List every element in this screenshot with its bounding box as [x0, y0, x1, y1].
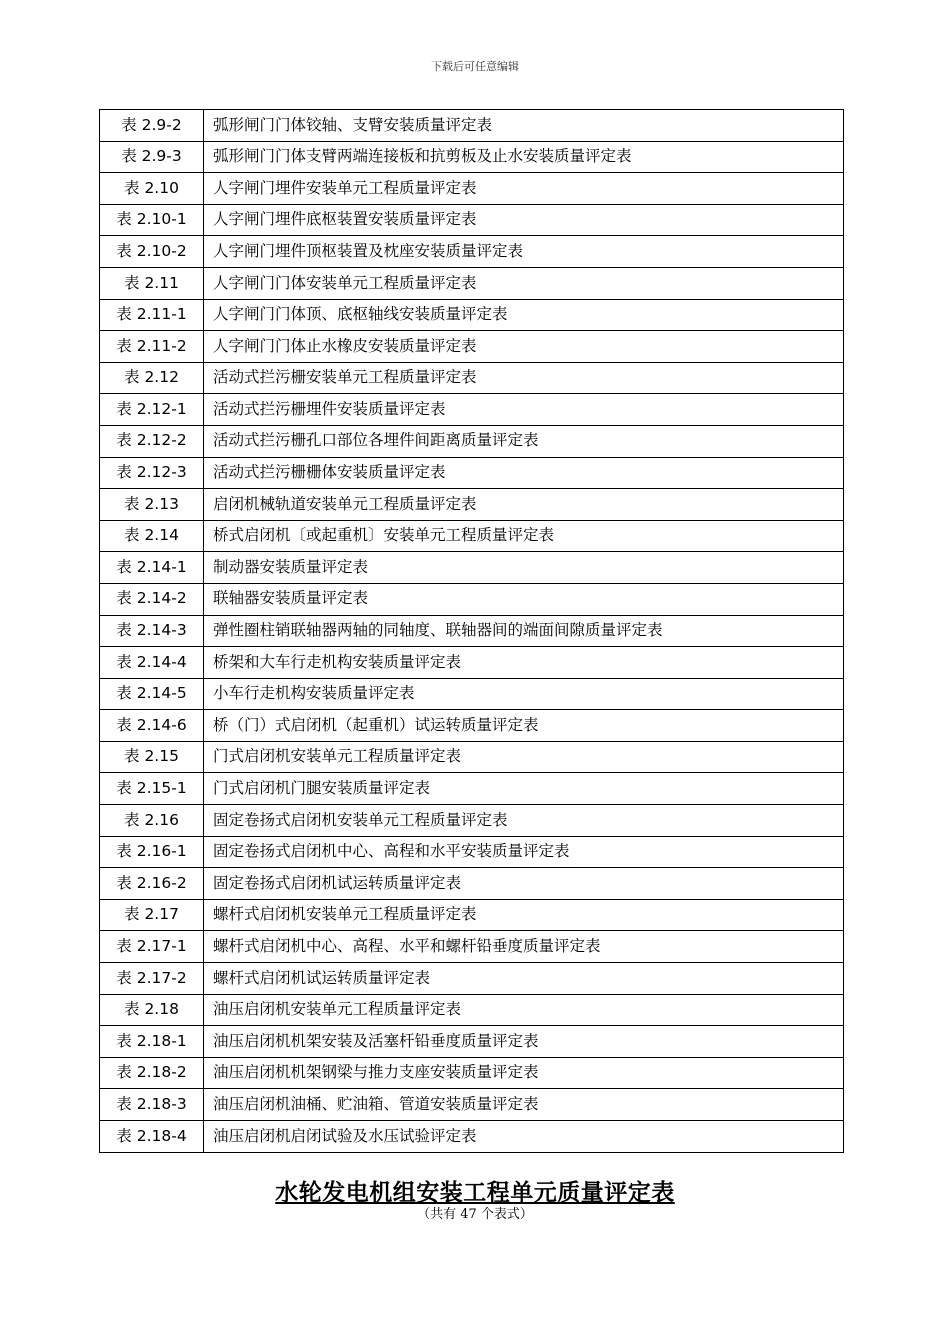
section-title: 水轮发电机组安装工程单元质量评定表	[275, 1180, 675, 1206]
table-row	[100, 583, 844, 615]
table-row	[100, 647, 844, 679]
form-name-cell: 螺杆式启闭机试运转质量评定表	[204, 963, 844, 995]
form-name-cell: 弧形闸门门体铰轴、支臂安装质量评定表	[204, 110, 844, 142]
form-name-cell: 人字闸门埋件底枢装置安装质量评定表	[204, 204, 844, 236]
form-name-cell: 固定卷扬式启闭机中心、高程和水平安装质量评定表	[204, 836, 844, 868]
form-code-cell: 表 2.12	[100, 362, 204, 394]
form-code-cell: 表 2.16	[100, 805, 204, 837]
form-code-cell: 表 2.14-3	[100, 615, 204, 647]
form-code-cell: 表 2.16-2	[100, 868, 204, 900]
form-code-cell: 表 2.10	[100, 173, 204, 205]
table-row	[100, 994, 844, 1026]
form-code-cell: 表 2.15	[100, 741, 204, 773]
form-name-cell: 人字闸门门体安装单元工程质量评定表	[204, 267, 844, 299]
table-row	[100, 805, 844, 837]
table-row	[100, 899, 844, 931]
table-row	[100, 1089, 844, 1121]
form-name-cell: 桥架和大车行走机构安装质量评定表	[204, 647, 844, 679]
form-index-body	[100, 110, 844, 1153]
form-code-cell: 表 2.14-4	[100, 647, 204, 679]
page-header-note: 下载后可任意编辑	[431, 60, 519, 73]
table-row	[100, 141, 844, 173]
form-name-cell: 制动器安装质量评定表	[204, 552, 844, 584]
form-name-cell: 小车行走机构安装质量评定表	[204, 678, 844, 710]
table-row	[100, 931, 844, 963]
table-row	[100, 741, 844, 773]
form-name-cell: 弧形闸门门体支臂两端连接板和抗剪板及止水安装质量评定表	[204, 141, 844, 173]
section-subtitle: （共有 47 个表式）	[417, 1207, 533, 1222]
table-row	[100, 520, 844, 552]
table-row	[100, 1026, 844, 1058]
form-name-cell: 门式启闭机安装单元工程质量评定表	[204, 741, 844, 773]
table-row	[100, 457, 844, 489]
form-name-cell: 油压启闭机机架钢梁与推力支座安装质量评定表	[204, 1057, 844, 1089]
form-name-cell: 人字闸门埋件安装单元工程质量评定表	[204, 173, 844, 205]
form-code-cell: 表 2.18	[100, 994, 204, 1026]
table-row	[100, 678, 844, 710]
form-code-cell: 表 2.12-2	[100, 425, 204, 457]
form-index-table	[99, 109, 844, 1153]
form-code-cell: 表 2.18-1	[100, 1026, 204, 1058]
form-name-cell: 联轴器安装质量评定表	[204, 583, 844, 615]
form-code-cell: 表 2.12-1	[100, 394, 204, 426]
form-code-cell: 表 2.14-6	[100, 710, 204, 742]
form-code-cell: 表 2.12-3	[100, 457, 204, 489]
form-code-cell: 表 2.15-1	[100, 773, 204, 805]
form-name-cell: 人字闸门门体止水橡皮安装质量评定表	[204, 331, 844, 363]
table-row	[100, 615, 844, 647]
table-row	[100, 1057, 844, 1089]
table-row	[100, 489, 844, 521]
table-row	[100, 173, 844, 205]
form-code-cell: 表 2.9-2	[100, 110, 204, 142]
form-name-cell: 活动式拦污栅埋件安装质量评定表	[204, 394, 844, 426]
form-name-cell: 弹性圈柱销联轴器两轴的同轴度、联轴器间的端面间隙质量评定表	[204, 615, 844, 647]
form-code-cell: 表 2.10-2	[100, 236, 204, 268]
table-row	[100, 773, 844, 805]
form-name-cell: 桥式启闭机〔或起重机〕安装单元工程质量评定表	[204, 520, 844, 552]
table-row	[100, 331, 844, 363]
form-code-cell: 表 2.18-3	[100, 1089, 204, 1121]
form-code-cell: 表 2.18-4	[100, 1121, 204, 1153]
form-name-cell: 启闭机械轨道安装单元工程质量评定表	[204, 489, 844, 521]
form-code-cell: 表 2.16-1	[100, 836, 204, 868]
table-row	[100, 204, 844, 236]
form-name-cell: 门式启闭机门腿安装质量评定表	[204, 773, 844, 805]
form-code-cell: 表 2.14-5	[100, 678, 204, 710]
form-name-cell: 螺杆式启闭机安装单元工程质量评定表	[204, 899, 844, 931]
table-row	[100, 236, 844, 268]
form-code-cell: 表 2.18-2	[100, 1057, 204, 1089]
table-row	[100, 552, 844, 584]
form-name-cell: 活动式拦污栅孔口部位各埋件间距离质量评定表	[204, 425, 844, 457]
form-code-cell: 表 2.17-2	[100, 963, 204, 995]
table-row	[100, 710, 844, 742]
form-name-cell: 油压启闭机油桶、贮油箱、管道安装质量评定表	[204, 1089, 844, 1121]
form-code-cell: 表 2.11-1	[100, 299, 204, 331]
table-row	[100, 425, 844, 457]
form-code-cell: 表 2.13	[100, 489, 204, 521]
form-code-cell: 表 2.17	[100, 899, 204, 931]
form-name-cell: 螺杆式启闭机中心、高程、水平和螺杆铅垂度质量评定表	[204, 931, 844, 963]
form-name-cell: 油压启闭机启闭试验及水压试验评定表	[204, 1121, 844, 1153]
form-name-cell: 油压启闭机机架安装及活塞杆铅垂度质量评定表	[204, 1026, 844, 1058]
form-code-cell: 表 2.14	[100, 520, 204, 552]
form-code-cell: 表 2.11	[100, 267, 204, 299]
table-row	[100, 362, 844, 394]
table-row	[100, 868, 844, 900]
form-name-cell: 人字闸门门体顶、底枢轴线安装质量评定表	[204, 299, 844, 331]
table-row	[100, 1121, 844, 1153]
form-code-cell: 表 2.14-1	[100, 552, 204, 584]
table-row	[100, 110, 844, 142]
table-row	[100, 836, 844, 868]
table-row	[100, 267, 844, 299]
form-name-cell: 人字闸门埋件顶枢装置及枕座安装质量评定表	[204, 236, 844, 268]
table-row	[100, 394, 844, 426]
form-code-cell: 表 2.17-1	[100, 931, 204, 963]
form-code-cell: 表 2.11-2	[100, 331, 204, 363]
form-code-cell: 表 2.10-1	[100, 204, 204, 236]
form-name-cell: 固定卷扬式启闭机安装单元工程质量评定表	[204, 805, 844, 837]
table-row	[100, 299, 844, 331]
form-name-cell: 活动式拦污栅栅体安装质量评定表	[204, 457, 844, 489]
form-name-cell: 桥（门）式启闭机（起重机）试运转质量评定表	[204, 710, 844, 742]
form-code-cell: 表 2.9-3	[100, 141, 204, 173]
form-name-cell: 活动式拦污栅安装单元工程质量评定表	[204, 362, 844, 394]
form-code-cell: 表 2.14-2	[100, 583, 204, 615]
table-row	[100, 963, 844, 995]
form-name-cell: 固定卷扬式启闭机试运转质量评定表	[204, 868, 844, 900]
form-name-cell: 油压启闭机安装单元工程质量评定表	[204, 994, 844, 1026]
